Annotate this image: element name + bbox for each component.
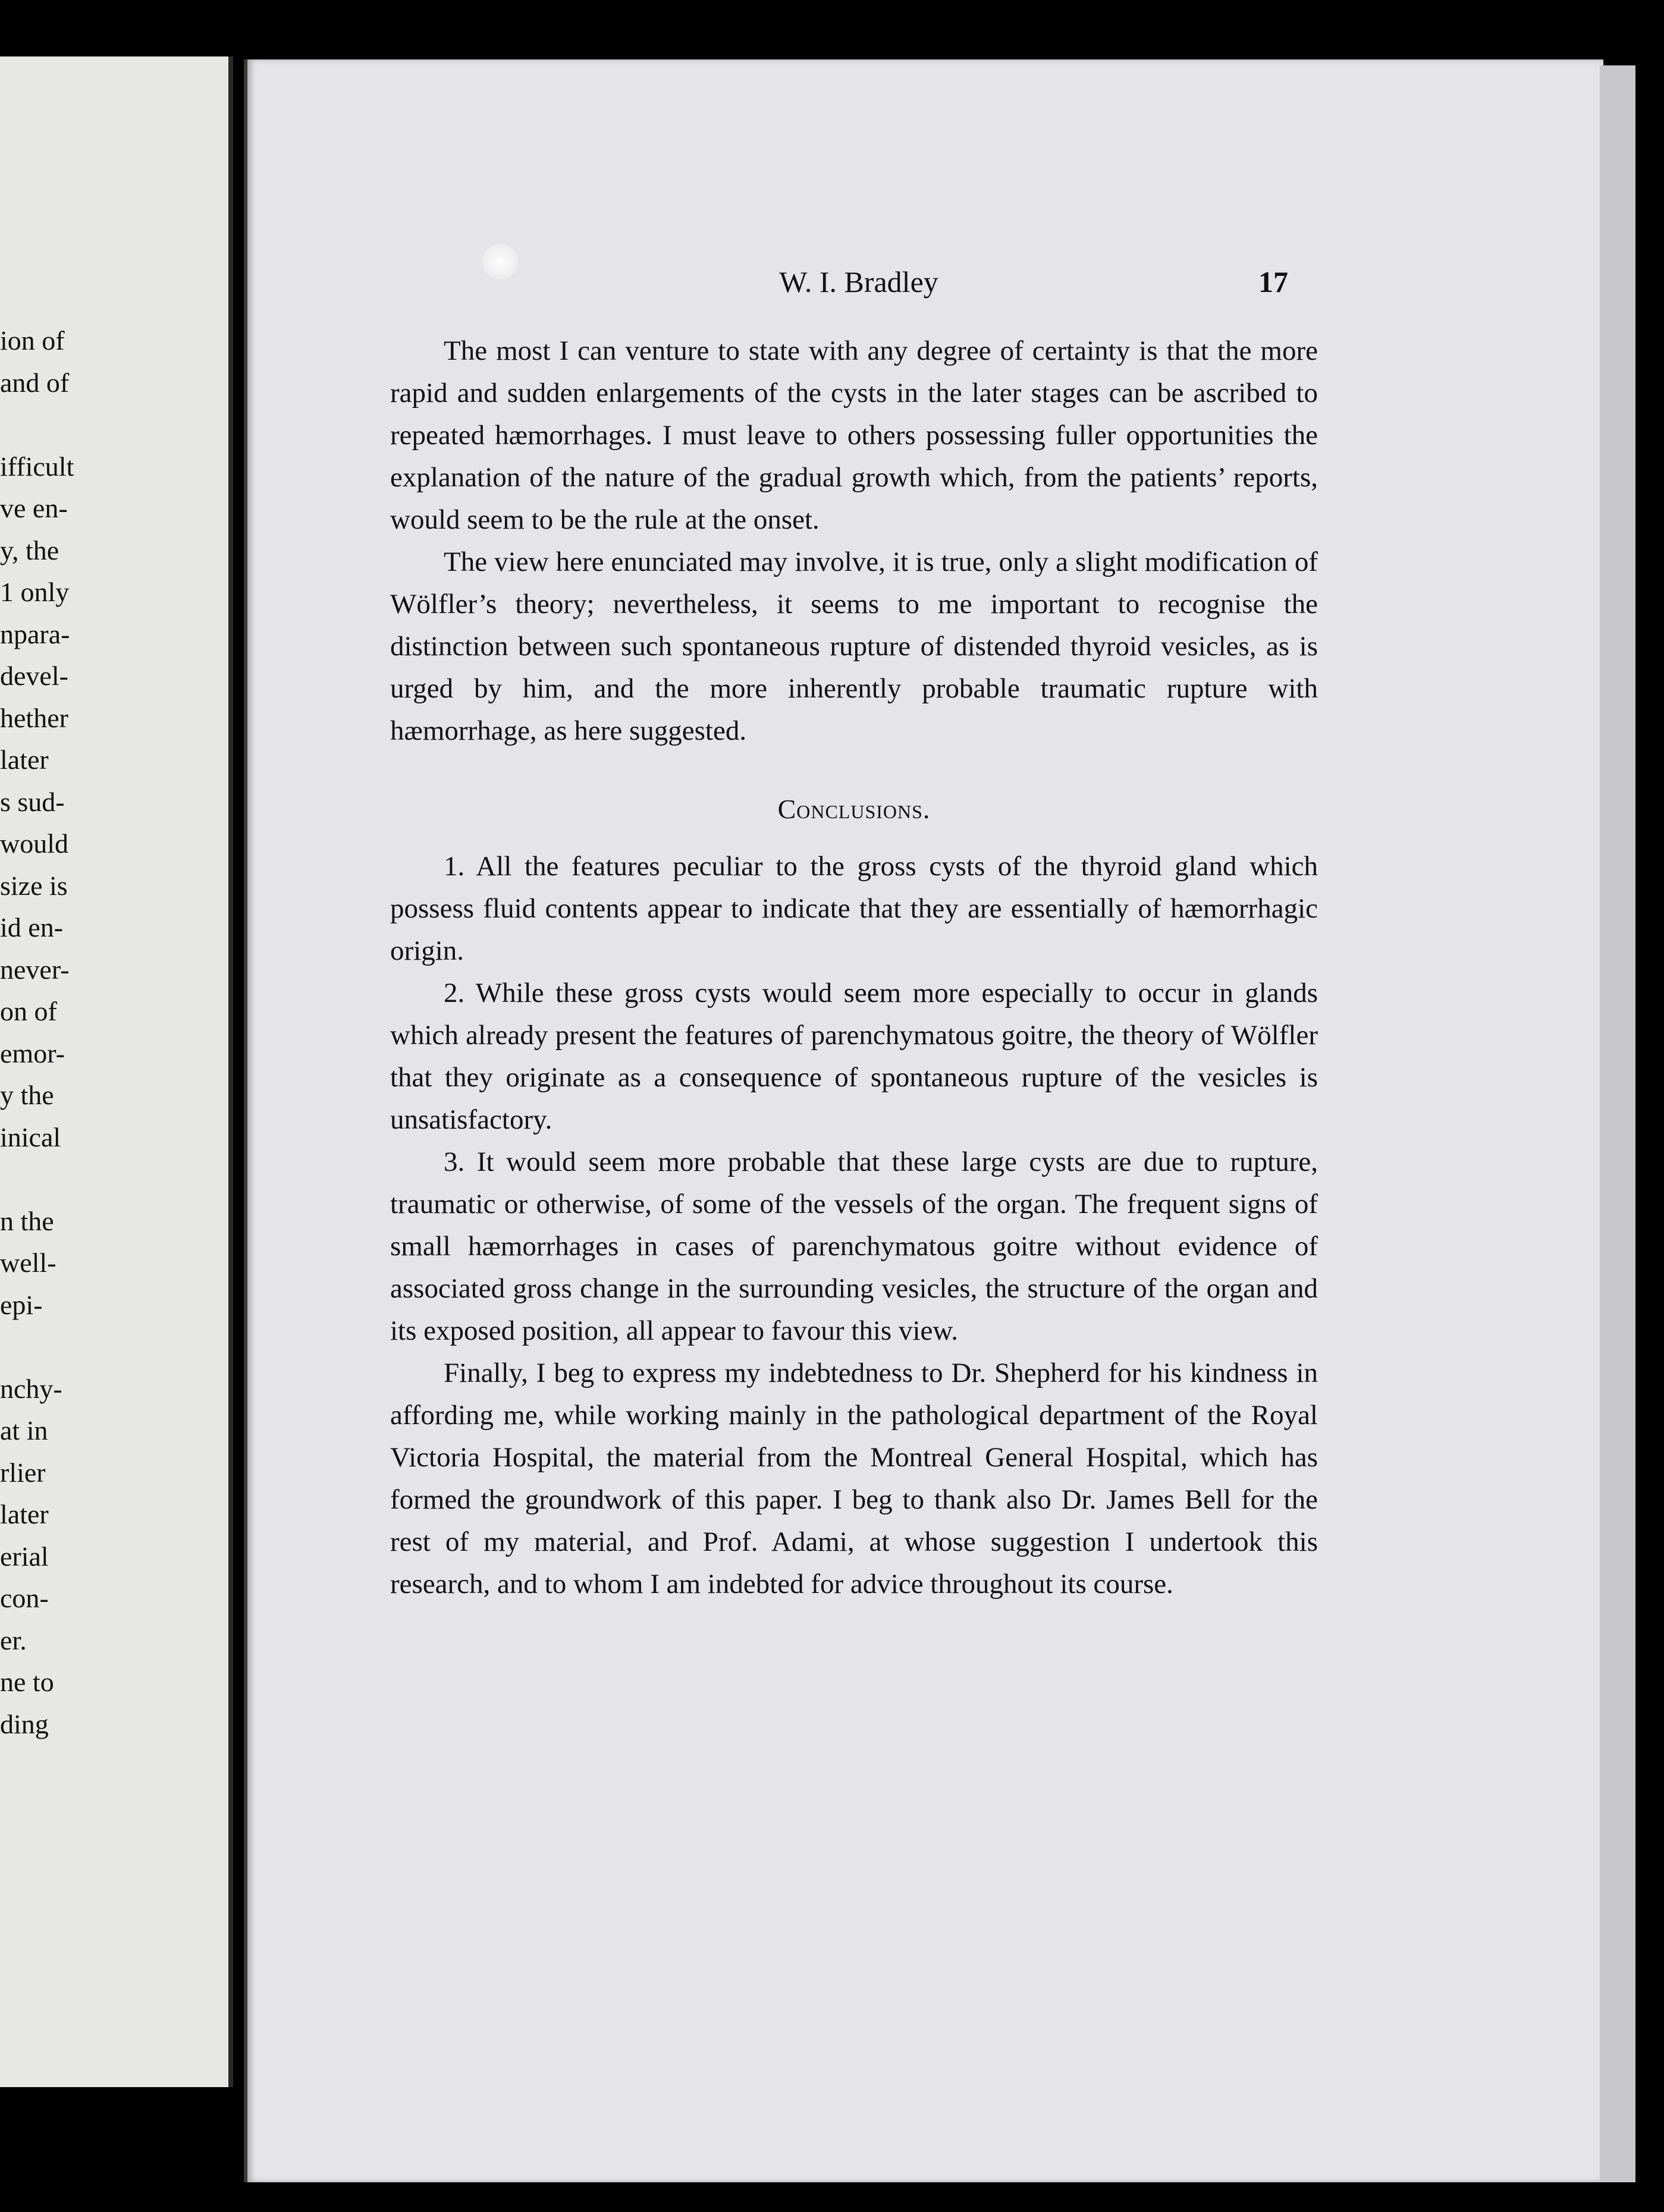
left-page-line: at in — [0, 1415, 48, 1446]
paragraph: The view here enunciated may involve, it is true, only a slight modification of Wölfler’s theory; nevertheless, it seems to me important to recognise the distinction between such spontaneous rupture of distended thyroid vesicles, as is urged by him, and the more inherently probable traumatic rupture with hæmorrhage, as here suggested. — [390, 546, 1318, 746]
left-page-fragment — [0, 56, 233, 2087]
left-page-line: y, the — [0, 535, 59, 565]
left-page-line: size is — [0, 870, 68, 901]
left-page-line: would — [0, 828, 68, 859]
left-page-line: ne to — [0, 1667, 54, 1697]
left-page-line: on of — [0, 996, 57, 1026]
left-page-line: nchy- — [0, 1373, 62, 1404]
left-page-line: later — [0, 744, 49, 775]
conclusion-item: 2. While these gross cysts would seem more especially to occur in glands which already present the features of parenchymatous goitre, the theory of Wölfler that they originate as a consequence of spontaneous rupture of the vesicles is unsatisfactory. — [390, 978, 1318, 1135]
left-page-line: s sud- — [0, 786, 65, 817]
page-edge — [1600, 65, 1635, 2182]
left-page-line: never- — [0, 954, 70, 985]
left-page-line: er. — [0, 1625, 27, 1655]
left-page-line: con- — [0, 1583, 49, 1613]
left-page-line: ve en- — [0, 493, 68, 523]
left-page-line: epi- — [0, 1289, 43, 1320]
right-page — [244, 59, 1603, 2182]
left-page-line: later — [0, 1499, 49, 1529]
closing-paragraph: Finally, I beg to express my indebtedness to Dr. Shepherd for his kindness in affording me, while working mainly in the pathological department of the Royal Victoria Hospital, the material from the Montreal General Hospital, which has formed the groundwork of this paper. I beg to thank also Dr. James Bell for the rest of my material, and Prof. Adami, at whose suggestion I undertook this research, and to whom I am indebted for advice throughout its course. — [390, 1358, 1318, 1600]
left-page-line: ion of — [0, 325, 65, 356]
left-page-line: devel- — [0, 661, 68, 691]
paper-speck — [482, 244, 518, 279]
left-page-line: y the — [0, 1080, 54, 1110]
left-page-line: n the — [0, 1205, 54, 1236]
left-page-line: rlier — [0, 1457, 46, 1488]
conclusion-item: 3. It would seem more probable that these large cysts are due to rupture, traumatic or otherwise, of some of the vessels of the organ. The frequent signs of small hæmorrhages in cases of parenchymatous goitre without evidence of associated gross change in the surrounding vesicles, the structure of the organ and its exposed position, all appear to favour this view. — [390, 1146, 1318, 1346]
left-page-line: hether — [0, 702, 68, 733]
left-page-line: ifficult — [0, 451, 74, 482]
conclusion-item: 1. All the features peculiar to the gross cysts of the thyroid gland which possess fluid contents appear to indicate that they are essentially of hæmorrhagic origin. — [390, 851, 1318, 966]
left-page-line: 1 only — [0, 577, 70, 607]
running-header-author: W. I. Bradley — [779, 265, 938, 299]
left-page-line: inical — [0, 1121, 61, 1152]
left-page-line: emor- — [0, 1038, 65, 1069]
body-text — [390, 330, 1318, 1605]
left-page-line: ding — [0, 1708, 49, 1739]
section-heading: Conclusions. — [777, 794, 931, 824]
paragraph: The most I can venture to state with any degree of certainty is that the more rapid and sudden enlargements of the cysts in the later stages can be ascribed to repeated hæmorrhages. I must leave to others possessing fuller opportunities the explanation of the nature of the gradual growth which, from the patients’ reports, would seem to be the rule at the onset. — [390, 335, 1318, 535]
left-page-line: well- — [0, 1248, 56, 1278]
left-page-line: npara- — [0, 618, 70, 649]
left-page-line: erial — [0, 1541, 49, 1572]
page-number: 17 — [1258, 265, 1288, 299]
left-page-line: id en- — [0, 912, 64, 942]
left-page-line: and of — [0, 367, 70, 398]
